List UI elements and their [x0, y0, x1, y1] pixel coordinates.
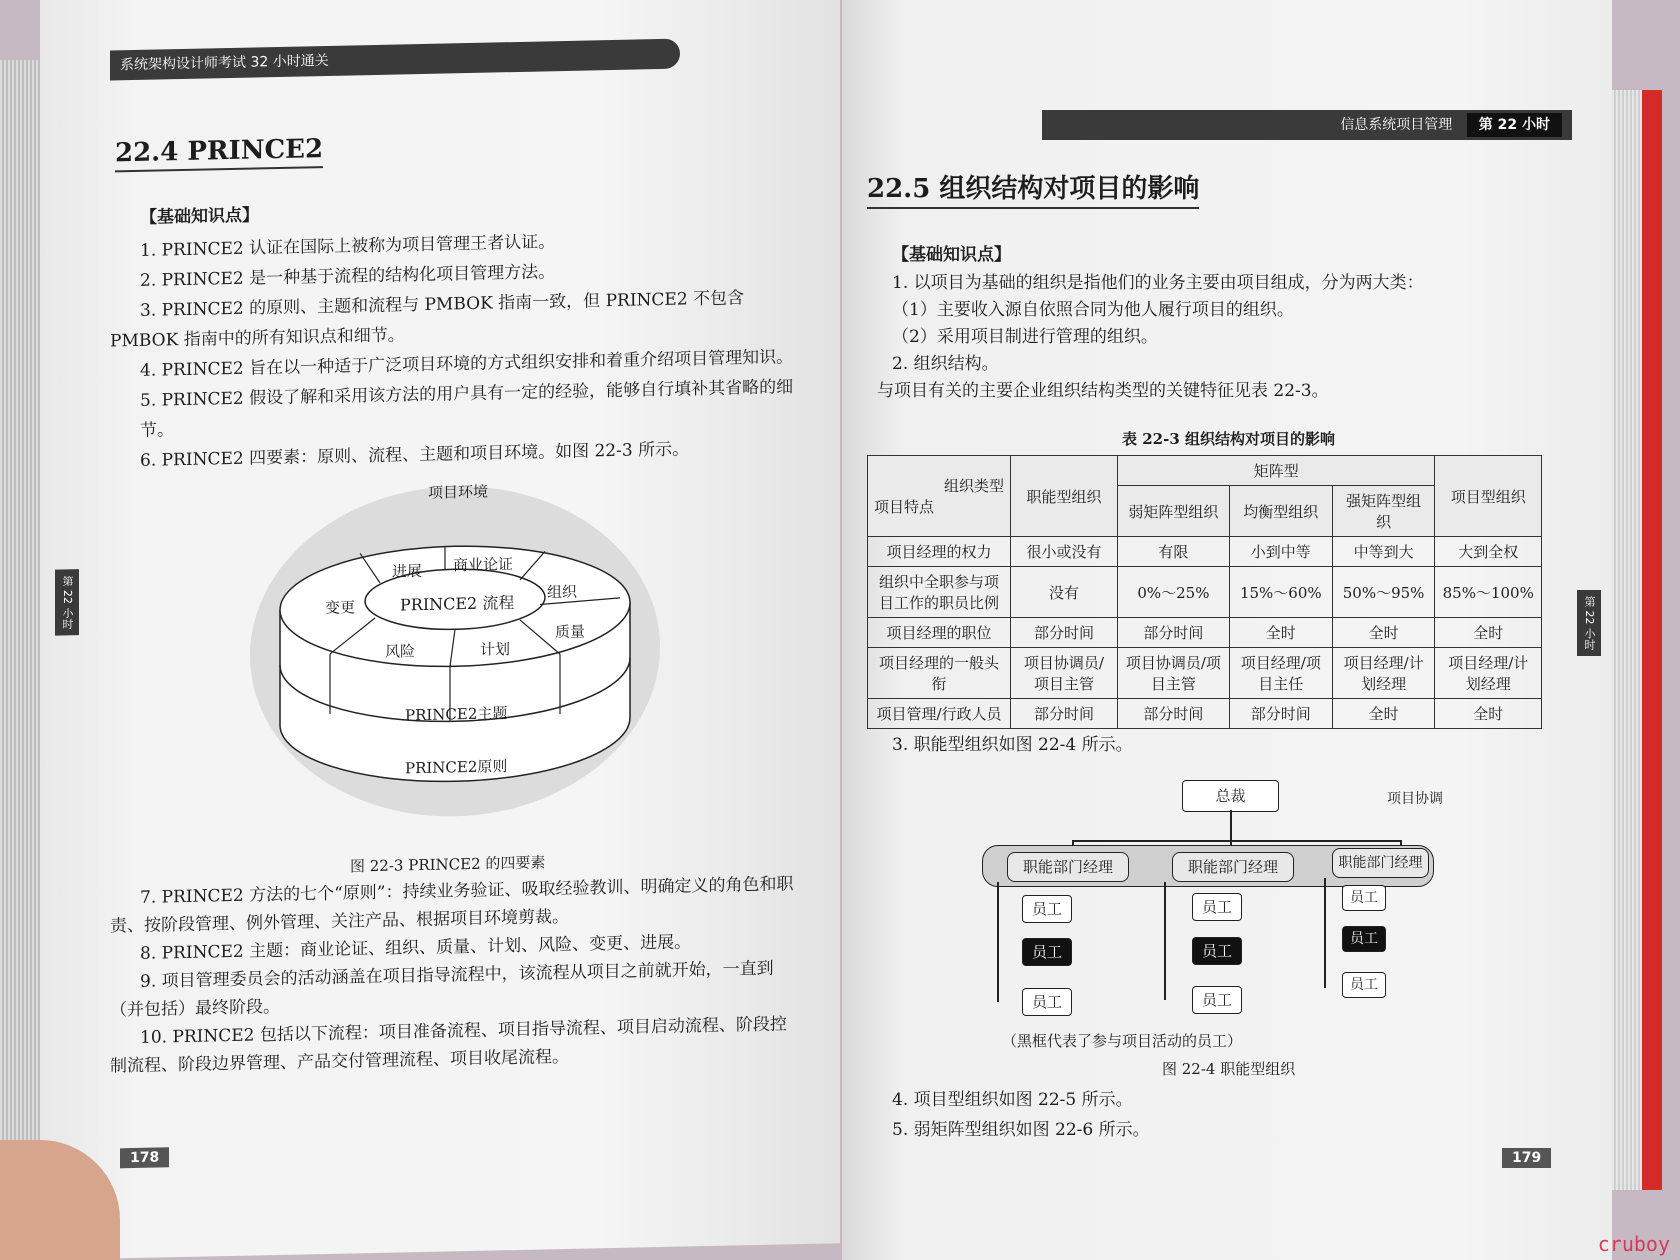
table-cell: 组织中全职参与项目工作的职员比例: [868, 567, 1011, 618]
connector: [1164, 882, 1166, 1000]
table-cell: 全时: [1332, 618, 1435, 648]
right-page-number: 179: [1502, 1148, 1551, 1168]
list-item: 与项目有关的主要企业组织结构类型的关键特征见表 22-3。: [877, 381, 1329, 401]
right-page: [842, 0, 1612, 1260]
table-cell: 部分时间: [1011, 618, 1118, 648]
table-cell: 项目经理的权力: [868, 537, 1011, 567]
item-5: 5. 弱矩阵型组织如图 22-6 所示。: [892, 1120, 1150, 1140]
list-item: 9. 项目管理委员会的活动涵盖在项目指导流程中，该流程从项目之前就开始，一直到（并包括）最终阶段。: [110, 958, 774, 1021]
connector: [1230, 810, 1232, 840]
diagram-process-label: PRINCE2 流程: [400, 593, 515, 615]
theme-label-business-case: 商业论证: [453, 555, 514, 575]
staff-box: 员工: [1342, 972, 1386, 998]
list-item: 1. PRINCE2 认证在国际上被称为项目管理王者认证。: [140, 232, 556, 261]
table-cell: 项目协调员/项目主管: [1011, 648, 1118, 699]
kp-label-right: 【基础知识点】: [892, 245, 1011, 265]
table-cell: 很小或没有: [1011, 537, 1118, 567]
list-item: 10. PRINCE2 包括以下流程：项目准备流程、项目指导流程、项目启动流程、阶段控制流程、阶段边界管理、产品交付管理流程、项目收尾流程。: [110, 1014, 787, 1077]
list-item: 6. PRINCE2 四要素：原则、流程、主题和项目环境。如图 22-3 所示。: [140, 439, 690, 471]
list-item: 2. 组织结构。: [892, 354, 999, 374]
table-corner-cell: [868, 456, 1011, 537]
theme-label-change: 变更: [325, 598, 356, 618]
table-cell: 项目经理的职位: [868, 618, 1011, 648]
theme-label-quality: 质量: [555, 622, 586, 642]
table-cell: 全时: [1229, 618, 1332, 648]
item-4: 4. 项目型组织如图 22-5 所示。: [892, 1090, 1133, 1110]
staff-box: 员工: [1022, 895, 1072, 923]
kp-label: 【基础知识点】: [140, 205, 259, 228]
theme-label-plan: 计划: [480, 640, 511, 659]
header-balanced-matrix: 均衡型组织: [1229, 486, 1332, 537]
left-item-list-2: [110, 870, 800, 1080]
watermark: cruboy: [1597, 1232, 1670, 1256]
header-functional: 职能型组织: [1011, 456, 1118, 537]
table-row: [868, 699, 1542, 729]
list-item: 2. PRINCE2 是一种基于流程的结构化项目管理方法。: [140, 262, 556, 291]
table-cell: 大到全权: [1435, 537, 1542, 567]
list-item: 5. PRINCE2 假设了解和采用该方法的用户具有一定的经验，能够自行填补其省略的细节。: [140, 377, 794, 441]
staff-box-participating: 员工: [1022, 938, 1072, 966]
table-cell: 小到中等: [1229, 537, 1332, 567]
table-cell: 项目经理/计划经理: [1435, 648, 1542, 699]
table-cell: 部分时间: [1117, 699, 1229, 729]
table-cell: 全时: [1332, 699, 1435, 729]
table-row: [868, 567, 1542, 618]
table-cell: 部分时间: [1229, 699, 1332, 729]
staff-box: 员工: [1022, 988, 1072, 1016]
org-caption: 图 22-4 职能型组织: [1162, 1060, 1296, 1078]
diagram-env-label: 项目环境: [428, 482, 489, 502]
list-item: 1. 以项目为基础的组织是指他们的业务主要由项目组成，分为两大类：: [892, 273, 1424, 293]
table-cell: 0%～25%: [1117, 567, 1229, 618]
red-cover: [1642, 90, 1662, 1190]
item-3: 3. 职能型组织如图 22-4 所示。: [892, 735, 1133, 755]
table-cell: 50%～95%: [1332, 567, 1435, 618]
left-running-header: 系统架构设计师考试 32 小时通关: [110, 39, 680, 81]
table-cell: 项目经理/项目主任: [1229, 648, 1332, 699]
table-cell: 15%～60%: [1229, 567, 1332, 618]
table-cell: 全时: [1435, 699, 1542, 729]
staff-box-participating: 员工: [1342, 926, 1386, 952]
list-item: 8. PRINCE2 主题：商业论证、组织、质量、计划、风险、变更、进展。: [140, 932, 692, 964]
connector: [1324, 878, 1326, 988]
connector: [997, 882, 999, 1002]
section-title-22-5: 22.5 组织结构对项目的影响: [867, 168, 1199, 209]
table-cell: 有限: [1117, 537, 1229, 567]
coordinator-label: 项目协调: [1387, 791, 1443, 807]
corner-bottom-label: 项目特点: [874, 498, 935, 516]
left-page-edges: [0, 60, 42, 1220]
table-cell: 没有: [1011, 567, 1118, 618]
table-cell: 部分时间: [1117, 618, 1229, 648]
connector: [1072, 840, 1402, 842]
table-cell: 部分时间: [1011, 699, 1118, 729]
diagram-principle-label: PRINCE2原则: [405, 757, 508, 778]
table-caption: 表 22-3 组织结构对项目的影响: [1122, 430, 1335, 448]
list-item: 4. PRINCE2 旨在以一种适于广泛项目环境的方式组织安排和着重介绍项目管理知识。: [140, 347, 794, 381]
staff-box: 员工: [1192, 893, 1242, 921]
manager-box: 职能部门经理: [1007, 852, 1129, 882]
left-item-list: [110, 222, 800, 476]
right-running-header: [1042, 110, 1572, 140]
theme-label-risk: 风险: [385, 642, 416, 661]
left-page-number: 178: [120, 1147, 169, 1168]
table-cell: 中等到大: [1332, 537, 1435, 567]
header-project: 项目型组织: [1435, 456, 1542, 537]
right-item-list: [877, 270, 1532, 405]
diagram-theme-label: PRINCE2主题: [405, 704, 508, 725]
list-item: 3. PRINCE2 的原则、主题和流程与 PMBOK 指南一致，但 PRINCE2 不包含 PMBOK 指南中的所有知识点和细节。: [110, 288, 745, 352]
header-strong-matrix: 强矩阵型组织: [1332, 486, 1435, 537]
theme-label-progress: 进展: [392, 561, 423, 581]
ceo-box: 总裁: [1182, 780, 1279, 812]
manager-box: 职能部门经理: [1172, 852, 1294, 882]
theme-label-organization: 组织: [547, 582, 578, 602]
header-weak-matrix: 弱矩阵型组织: [1117, 486, 1229, 537]
corner-top-label: 组织类型: [943, 477, 1004, 495]
table-cell: 项目管理/行政人员: [868, 699, 1011, 729]
org-note: （黑框代表了参与项目活动的员工）: [1002, 1032, 1243, 1050]
staff-box: 员工: [1342, 885, 1386, 911]
table-row: [868, 618, 1542, 648]
diagram-caption: 图 22-3 PRINCE2 的四要素: [350, 853, 546, 876]
org-structure-table: [867, 455, 1542, 729]
table-cell: 全时: [1435, 618, 1542, 648]
header-matrix: 矩阵型: [1117, 456, 1435, 486]
right-side-tab: 第 22 小时: [1577, 590, 1601, 656]
table-row: [868, 648, 1542, 699]
table-cell: 项目经理/计划经理: [1332, 648, 1435, 699]
right-header-tag: 第 22 小时: [1467, 113, 1562, 137]
manager-box: 职能部门经理: [1332, 848, 1429, 878]
table-cell: 85%～100%: [1435, 567, 1542, 618]
list-item: （2）采用项目制进行管理的组织。: [892, 327, 1158, 347]
section-title-22-4: 22.4 PRINCE2: [115, 134, 323, 172]
staff-box: 员工: [1192, 986, 1242, 1014]
right-page-edges: [1612, 90, 1642, 1190]
table-cell: 项目协调员/项目主管: [1117, 648, 1229, 699]
table-row: [868, 537, 1542, 567]
left-page: [40, 0, 840, 1260]
staff-box-participating: 员工: [1192, 937, 1242, 965]
list-item: 7. PRINCE2 方法的七个“原则”：持续业务验证、吸取经验教训、明确定义的角色和职责、按阶段管理、例外管理、关注产品、根据项目环境剪裁。: [110, 874, 794, 937]
list-item: （1）主要收入源自依照合同为他人履行项目的组织。: [892, 300, 1294, 320]
right-header-title: 信息系统项目管理: [1340, 117, 1453, 133]
table-cell: 项目经理的一般头衔: [868, 648, 1011, 699]
left-side-tab: 第 22 小时: [55, 569, 79, 636]
